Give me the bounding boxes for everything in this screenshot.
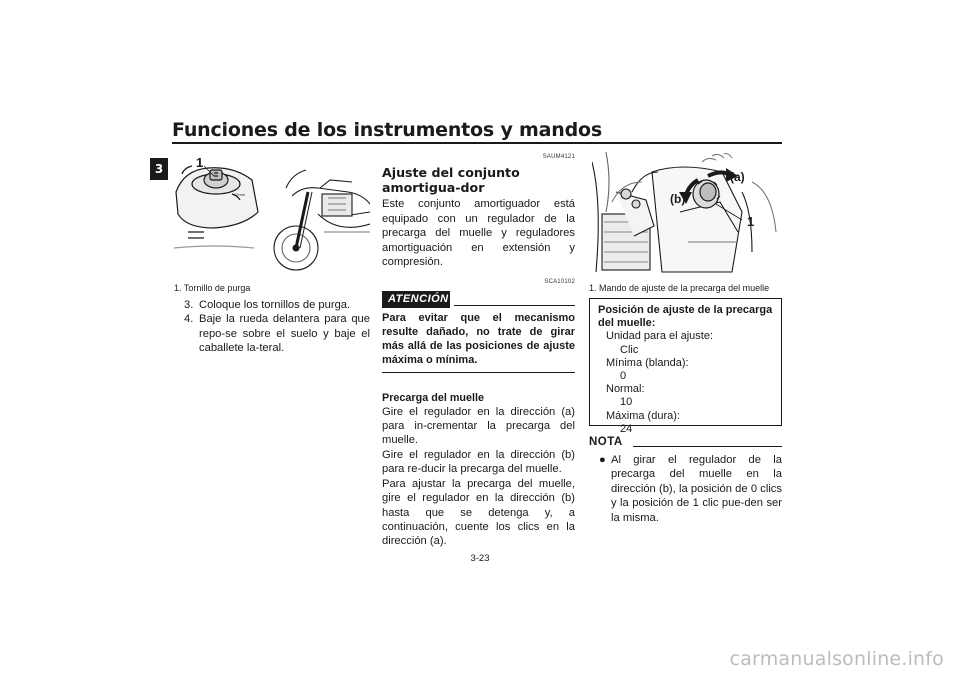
step-item (174, 312, 370, 355)
spec-min-label: Mínima (blanda): (606, 356, 689, 369)
nota-rule (633, 446, 782, 447)
step-number: 3. (184, 299, 194, 311)
figure-label-a: (a) (730, 170, 745, 184)
figure-caption-left: 1. Tornillo de purga (174, 283, 251, 293)
figure-caption-right: 1. Mando de ajuste de la precarga del muelle (589, 283, 770, 293)
page-header (172, 118, 782, 142)
spec-normal-value: 10 (620, 396, 633, 409)
spec-unit-value: Clic (620, 343, 639, 356)
notice-code: SCA10102 (544, 279, 575, 286)
figure-callout-1: 1 (196, 155, 204, 170)
nota-body (599, 453, 782, 525)
spec-title: Posición de ajuste de la precarga del muelle: (598, 304, 773, 330)
watermark: carmanualsonline.info (729, 648, 944, 670)
notice-header (382, 291, 575, 309)
body-paragraph: Gire el regulador en la dirección (b) para re-ducir la precarga del muelle. (382, 448, 575, 476)
spec-min-value: 0 (620, 370, 627, 383)
spec-box (589, 298, 782, 435)
bullet-icon: ● (599, 454, 606, 466)
step-text: Coloque los tornillos de purga. (199, 299, 351, 311)
notice-label: ATENCIÓN (382, 291, 450, 308)
spec-max-value: 24 (620, 422, 633, 435)
step-item (174, 298, 370, 312)
nota-label: NOTA (589, 436, 623, 448)
spec-unit-label: Unidad para el ajuste: (606, 330, 714, 343)
nota-text: Al girar el regulador de la precarga del muelle en la dirección (b), la posición de 0 clics y la posición de 1 clic pue-den ser la misma. (611, 454, 782, 524)
header-rule (172, 142, 782, 144)
step-text: Baje la rueda delantera para que repo-se sobre el suelo y baje el caballete la-teral. (199, 313, 370, 355)
preload-adjuster-figure (592, 152, 782, 276)
step-number: 4. (184, 313, 194, 326)
bleed-screw-illustration (174, 152, 370, 274)
section-code: SAUM4121 (542, 154, 575, 160)
page-number: 3-23 (470, 553, 490, 564)
page-title: Funciones de los instrumentos y mandos (172, 119, 602, 141)
chapter-tab: 3 (150, 158, 168, 180)
notice-rule (454, 305, 575, 306)
notice-end-rule (382, 372, 575, 373)
spec-normal-label: Normal: (606, 383, 645, 396)
nota-header (589, 436, 782, 450)
body-paragraph: Para ajustar la precarga del muelle, gire el regulador en la dirección (b) hasta que se detenga y, a continuación, cuente los clics en la dirección (a). (382, 477, 575, 548)
figure-callout-1: 1 (747, 214, 755, 229)
left-steps (174, 298, 370, 356)
middle-column (382, 150, 575, 549)
bleed-screw-figure (174, 152, 370, 274)
subsection-title: Precarga del muelle (382, 391, 485, 404)
notice-text: Para evitar que el mecanismo resulte dañado, no trate de girar más allá de las posiciones de ajuste máxima o mínima. (382, 311, 575, 367)
figure-label-b: (b) (670, 192, 686, 206)
body-paragraph: Gire el regulador en la dirección (a) para in-crementar la precarga del muelle. (382, 405, 575, 447)
svg-text:10mm: 10mm (234, 192, 246, 197)
intro-paragraph: Este conjunto amortiguador está equipado con un regulador de la precarga del muelle y reguladores amortiguación en extensión y compresión. (382, 198, 575, 269)
section-title: Ajuste del conjunto amortigua-dor (382, 165, 520, 196)
spec-max-label: Máxima (dura): (606, 409, 680, 422)
